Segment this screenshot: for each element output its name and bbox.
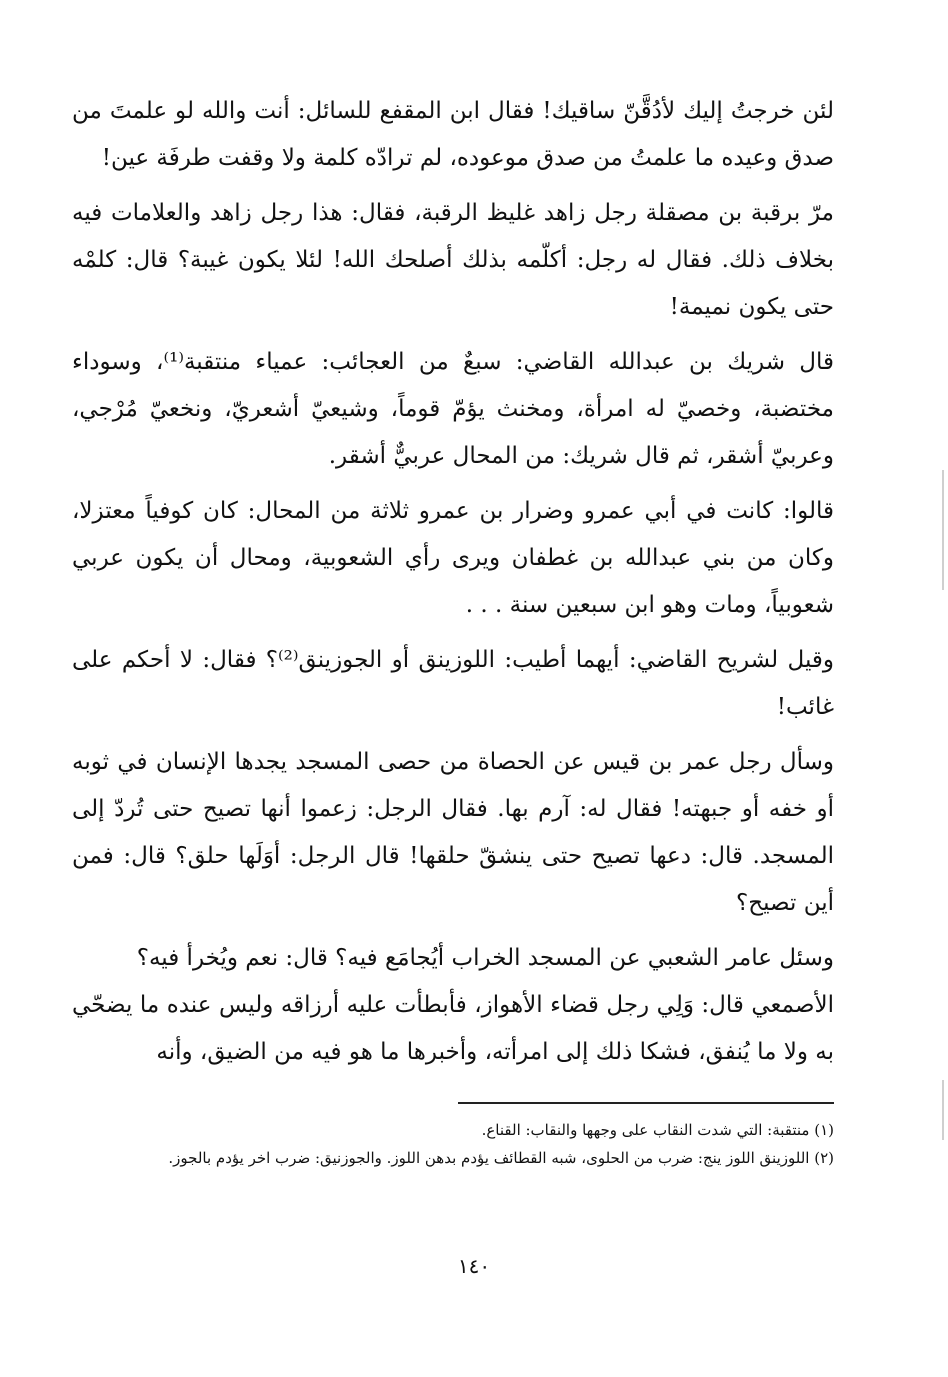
paragraph-shabi: وسئل عامر الشعبي عن المسجد الخراب أيُجامَع فيه؟ قال: نعم ويُخرأ فيه؟ [136,945,834,971]
paragraph-shurayh: وقيل لشريح القاضي: أيهما أطيب: اللوزينق أو الجوزينق⁽²⁾؟ فقال: لا أحكم على غائب! [72,647,834,720]
footnote-divider [458,1102,834,1104]
paragraph-ibn-muqaffa: لئن خرجتُ إليك لأدُقَّنّ ساقيك! فقال ابن المقفع للسائل: أنت والله لو علمتَ من صدق وعيده ما علمتُ من صدق موعوده، لم ترادّه كلمة ولا وقفت طرفَة عين! [72,98,834,171]
paragraph-pebble: وسأل رجل عمر بن قيس عن الحصاة من حصى المسجد يجدها الإنسان في ثوبه أو خفه أو جبهته! فقال له: آرم بها. فقال الرجل: زعموا أنها تصيح حتى تُردّ إلى المسجد. قال: دعها تصيح حتى ينشقّ حلقها! قال الرجل: أوَلَها حلق؟ قال: فمن أين تصيح؟ [72,749,834,916]
scan-edge-mark [942,470,944,590]
footnote-1: (١) منتقبة: التي شدت النقاب على وجهها والنقاب: القناع. [481,1121,834,1139]
page-number: ١٤٠ [457,1254,491,1278]
footnote-2: (٢) اللوزينق اللوز ينج: ضرب من الحلوى، شبه القطائف يؤدم بدهن اللوز. والجوزنيق: ضرب اخر يؤدم بالجوز. [168,1149,834,1167]
footnotes [72,1116,834,1172]
scan-edge-mark [942,1080,944,1140]
main-text [72,88,834,1084]
paragraph-raqaba: مرّ برقبة بن مصقلة رجل زاهد غليظ الرقبة، فقال: هذا رجل زاهد والعلامات فيه بخلاف ذلك. فقال له رجل: أكلّمه بذلك أصلحك الله! لئلا يكون غيبة؟ قال: كلمْه حتى يكون نميمة! [72,200,834,320]
paragraph-sharik-wonders: قال شريك بن عبدالله القاضي: سبعٌ من العجائب: عمياء منتقبة⁽¹⁾، وسوداء مختضبة، وخصيّ له امرأة، ومخنث يؤمّ قوماً، وشيعيّ أشعريّ، ونخعيّ مُرْجي، وعربيّ أشقر، ثم قال شريك: من المحال عربيٌّ أشقر. [72,349,834,469]
paragraph-abi-amr: قالوا: كانت في أبي عمرو وضرار بن عمرو ثلاثة من المحال: كان كوفياً معتزلا، وكان من بني عبدالله بن غطفان ويرى رأي الشعوبية، ومحال أن يكون عربي شعوبياً، ومات وهو ابن سبعين سنة . . . [72,498,834,618]
paragraph-asmai: الأصمعي قال: وَلِي رجل قضاء الأهواز، فأبطأت عليه أرزاقه وليس عنده ما يضحّي به ولا ما يُنفق، فشكا ذلك إلى امرأته، وأخبرها ما هو فيه من الضيق، وأنه [72,992,834,1065]
